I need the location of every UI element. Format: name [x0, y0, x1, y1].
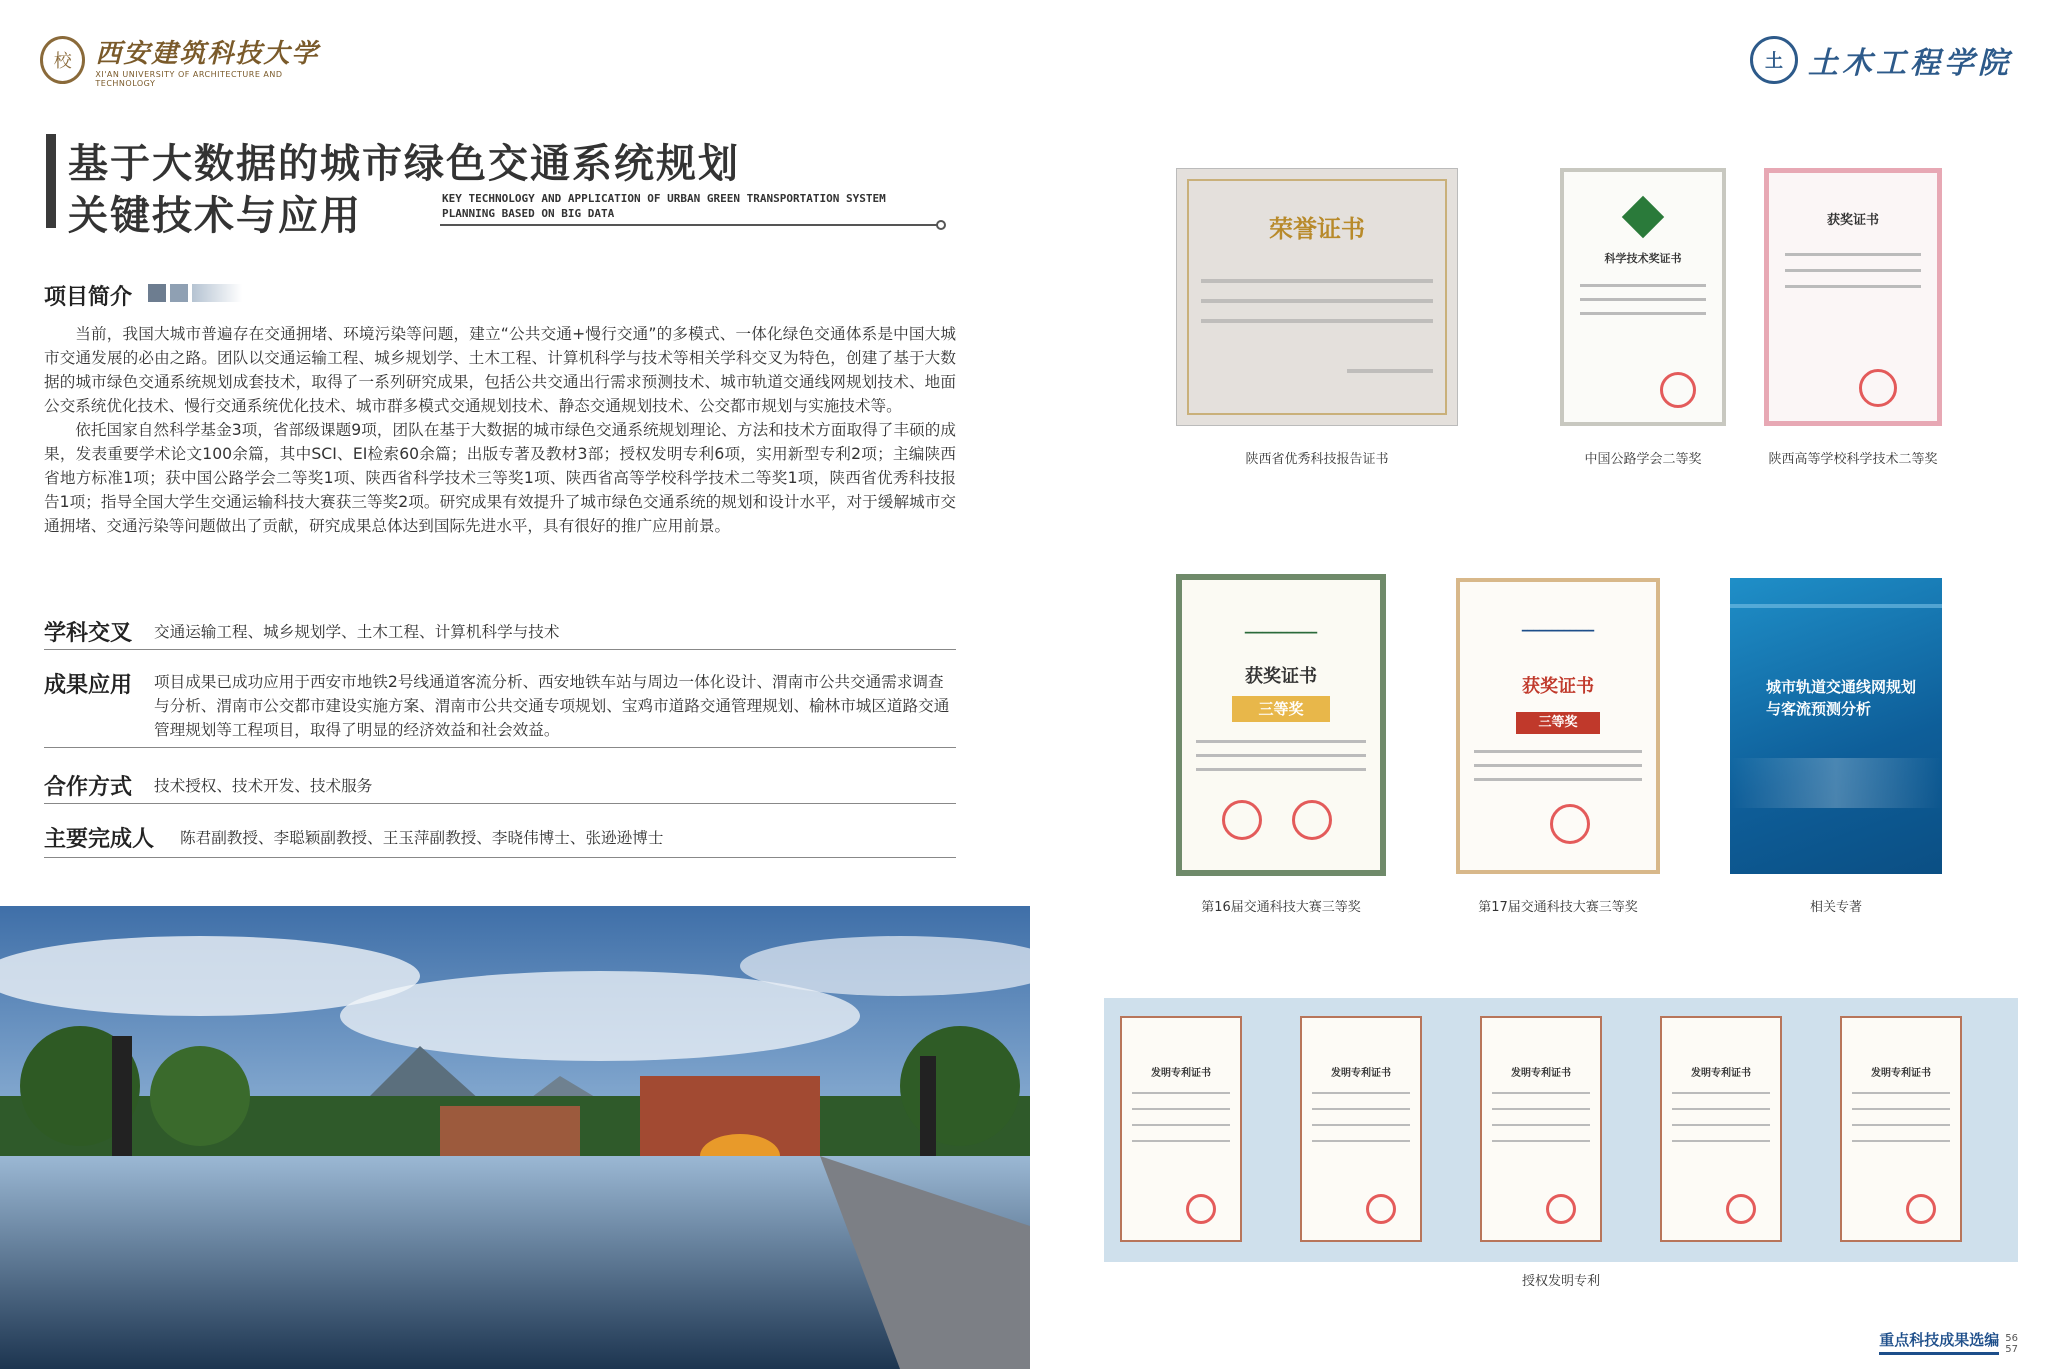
patent-certificate [1120, 1016, 1242, 1242]
page-numbers [2005, 1333, 2018, 1355]
certificate-title: 获奖证书 [1522, 676, 1594, 697]
university-name-cn: 西安建筑科技大学 [95, 38, 320, 69]
certificate-highway-society [1560, 168, 1726, 426]
certificate-title: 获奖证书 [1245, 666, 1317, 687]
red-seal-icon [1906, 1194, 1936, 1224]
title-rule [440, 224, 940, 226]
certificate-caption: 第17届交通科技大赛三等奖 [1478, 900, 1638, 915]
row-disciplines [44, 614, 956, 650]
certificate-shaanxi-university [1764, 168, 1942, 426]
university-logo [40, 34, 330, 86]
patent-title: 发明专利证书 [1871, 1068, 1931, 1079]
red-seal-icon [1859, 369, 1897, 407]
certificate-title: 荣誉证书 [1269, 215, 1365, 243]
certificate-caption: 陕西省优秀科技报告证书 [1245, 452, 1389, 467]
patent-certificate [1300, 1016, 1422, 1242]
certificate-title: 科学技术奖证书 [1604, 252, 1682, 265]
certificate-title: 获奖证书 [1826, 213, 1879, 228]
certificate-caption: 陕西高等学校科学技术二等奖 [1768, 452, 1938, 467]
certificate-traffic-contest-16: ━━━━━━━━━━━━ 获奖证书 三等奖 [1176, 574, 1386, 876]
red-seal-icon [1550, 804, 1590, 844]
certificate-honor [1176, 168, 1458, 426]
row-text: 交通运输工程、城乡规划学、土木工程、计算机科学与技术 [154, 623, 560, 641]
red-seal-icon [1726, 1194, 1756, 1224]
red-seal-icon [1366, 1194, 1396, 1224]
patent-title: 发明专利证书 [1331, 1068, 1391, 1079]
row-text: 项目成果已成功应用于西安市地铁2号线通道客流分析、西安地铁车站与周边一体化设计、渭南市公共交通需求调查与分析、渭南市公交都市建设实施方案、渭南市公共交通专项规划、宝鸡市道路交通管理规划、榆林市城区道路交通管理规划等工程项目，取得了明显的经济效益和社会效益。 [154, 673, 950, 739]
intro-text [44, 322, 956, 538]
university-seal-icon: 校 [40, 36, 85, 84]
intro-paragraph-2: 依托国家自然科学基金3项，省部级课题9项，团队在基于大数据的城市绿色交通系统规划理论、方法和技术方面取得了丰硕的成果，发表重要学术论文100余篇，其中SCI、EI检索60余篇；出版专著及教材3部；授权发明专利6项，实用新型专利2项；主编陕西省地方标准1项；获中国公路学会二等奖1项、陕西省科学技术三等奖1项、陕西省高等学校科学技术二等奖1项，陕西省优秀科技报告1项；指导全国大学生交通运输科技大赛获三等奖2项。研究成果有效提升了城市绿色交通系统的规划和设计水平，对于缓解城市交通拥堵、交通污染等问题做出了贡献，研究成果总体达到国际先进水平，具有很好的推广应用前景。 [44, 421, 956, 535]
university-name-en: XI'AN UNIVERSITY OF ARCHITECTURE AND TECHNOLOGY [95, 69, 283, 88]
title-accent-bar [46, 134, 56, 228]
row-label: 主要完成人 [44, 827, 155, 852]
footer-label: 重点科技成果选编 [1879, 1329, 1999, 1355]
title-rule-dot [936, 220, 946, 230]
page-title-line2: 关键技术与应用 [68, 193, 362, 239]
red-seal-icon [1546, 1194, 1576, 1224]
certificate-caption: 相关专著 [1809, 900, 1862, 915]
patent-title: 发明专利证书 [1691, 1068, 1751, 1079]
highway-society-emblem-icon [1622, 196, 1664, 238]
red-seal-icon [1222, 800, 1262, 840]
patent-panel [1104, 998, 2018, 1262]
certificate-caption: 第16届交通科技大赛三等奖 [1201, 900, 1361, 915]
book-title: 城市轨道交通线网规划与客流预测分析 [1766, 678, 1917, 718]
intro-paragraph-1: 当前，我国大城市普遍存在交通拥堵、环境污染等问题，建立“公共交通+慢行交通”的多模式、一体化绿色交通体系是中国大城市交通发展的必由之路。团队以交通运输工程、城乡规划学、土木工程、计算机科学与技术等相关学科交叉为特色，创建了基于大数据的城市绿色交通系统规划成套技术，取得了一系列研究成果，包括公共交通出行需求预测技术、城市轨道交通线网规划技术、地面公交系统优化技术、慢行交通系统优化技术、城市群多模式交通规划技术、静态交通规划技术、公交都市规划与实施技术等。 [44, 325, 956, 415]
college-seal-icon: 土 [1750, 36, 1798, 84]
red-seal-icon [1660, 372, 1696, 408]
patent-certificate [1840, 1016, 1962, 1242]
patent-title: 发明专利证书 [1511, 1068, 1571, 1079]
certificate-traffic-contest-17: ━━━━━━━━━━━━ 获奖证书 三等奖 [1456, 578, 1660, 874]
college-name: 土木工程学院 [1808, 46, 2012, 81]
row-label: 学科交叉 [44, 621, 133, 646]
row-text: 技术授权、技术开发、技术服务 [154, 777, 373, 795]
row-text: 陈君副教授、李聪颖副教授、王玉萍副教授、李晓伟博士、张逊逊博士 [180, 829, 664, 847]
footer [1879, 1329, 2018, 1355]
row-label: 成果应用 [44, 673, 133, 698]
book-cover [1730, 578, 1942, 874]
award-badge: 三等奖 [1516, 712, 1600, 734]
row-applications [44, 666, 956, 748]
page-title-en-line1: KEY TECHNOLOGY AND APPLICATION OF URBAN GREEN TRANSPORTATION SYSTEM [442, 192, 886, 205]
certificate-caption: 中国公路学会二等奖 [1584, 452, 1702, 467]
page-number-right: 57 [2005, 1344, 2018, 1355]
red-seal-icon [1186, 1194, 1216, 1224]
patent-certificate [1480, 1016, 1602, 1242]
award-badge: 三等奖 [1232, 696, 1330, 722]
page-title-en [442, 191, 942, 221]
patent-title: 发明专利证书 [1151, 1068, 1211, 1079]
red-seal-icon [1292, 800, 1332, 840]
row-label: 合作方式 [44, 775, 133, 800]
row-cooperation [44, 766, 956, 804]
page-title-line1: 基于大数据的城市绿色交通系统规划 [68, 141, 740, 187]
page-title-en-line2: PLANNING BASED ON BIG DATA [442, 207, 615, 220]
campus-photo [0, 906, 1030, 1369]
patent-certificate [1660, 1016, 1782, 1242]
college-logo [1750, 36, 2012, 84]
intro-heading: 项目简介 [44, 285, 133, 310]
heading-decoration [148, 284, 242, 302]
row-team [44, 818, 956, 858]
page-number-left: 56 [2005, 1333, 2018, 1344]
patent-caption: 授权发明专利 [1521, 1274, 1600, 1289]
